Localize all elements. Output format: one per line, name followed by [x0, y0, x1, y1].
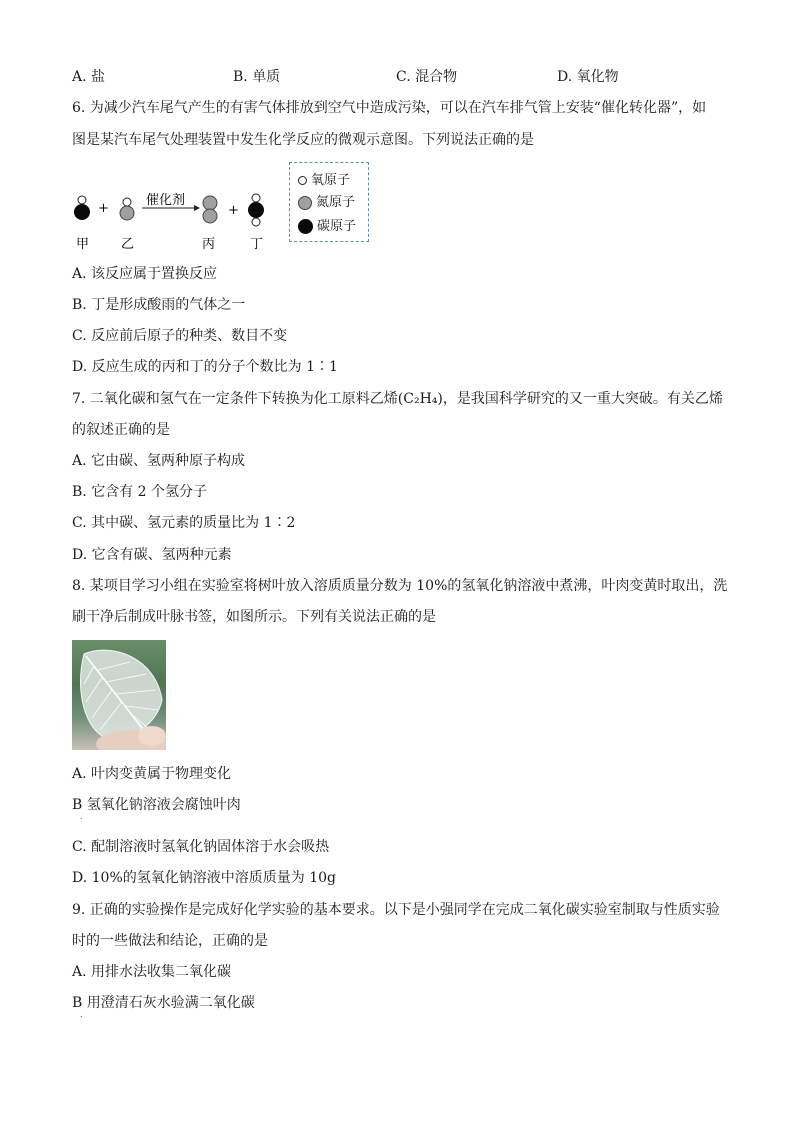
- q6-option-b: B. 丁是形成酸雨的气体之一: [72, 297, 246, 313]
- q6-stem-line2: 图是某汽车尾气处理装置中发生化学反应的微观示意图。下列说法正确的是: [72, 132, 534, 148]
- oxygen-atom: [252, 194, 260, 202]
- q5-option-d: D. 氧化物: [557, 69, 619, 85]
- oxygen-atom: [123, 198, 131, 206]
- nitrogen-atom: [203, 196, 217, 210]
- q7-option-a: A. 它由碳、氢两种原子构成: [72, 453, 246, 469]
- q5-option-a: A. 盐: [72, 69, 106, 85]
- q8-option-a: A. 叶肉变黄属于物理变化: [72, 766, 232, 782]
- q5-option-b: B. 单质: [233, 69, 281, 85]
- oxygen-atom: [252, 218, 260, 226]
- q6-option-d: D. 反应生成的丙和丁的分子个数比为 1∶1: [72, 359, 338, 375]
- legend-nitrogen: 氮原子: [298, 191, 355, 210]
- q6-stem-line1: 6. 为减少汽车尾气产生的有害气体排放到空气中造成污染，可以在汽车排气管上安装“催化转化器”，如: [72, 100, 707, 116]
- q7-option-d: D. 它含有碳、氢两种元素: [72, 547, 232, 563]
- q7-option-b: B. 它含有 2 个氢分子: [72, 484, 207, 500]
- molecule-bing: [203, 196, 217, 223]
- catalyst-label: 催化剂: [146, 193, 186, 208]
- leaf-vein-bookmark-photo: [72, 640, 166, 750]
- q6-option-a: A. 该反应属于置换反应: [72, 266, 218, 282]
- q7-stem-line1: 7. 二氧化碳和氢气在一定条件下转换为化工原料乙烯(C₂H₄)，是我国科学研究的又一重大突破。有关乙烯: [72, 391, 723, 407]
- q9-option-a: A. 用排水法收集二氧化碳: [72, 964, 232, 980]
- plus-sign-2: +: [228, 203, 239, 218]
- q7-stem-line2: 的叙述正确的是: [72, 422, 170, 438]
- q7-option-c: C. 其中碳、氢元素的质量比为 1∶2: [72, 515, 296, 531]
- q8-option-d: D. 10%的氢氧化钠溶液中溶质质量为 10g: [72, 870, 336, 886]
- nitrogen-atom: [203, 209, 217, 223]
- q9-stem-line1: 9. 正确的实验操作是完成好化学实验的基本要求。以下是小强同学在完成二氧化碳实验室制取与性质实验: [72, 902, 720, 918]
- molecule-yi: [120, 198, 134, 220]
- legend-carbon: 碳原子: [298, 215, 356, 234]
- leaf-skeleton-icon: [72, 640, 166, 750]
- arrow-head: [194, 205, 200, 211]
- plus-sign-1: +: [98, 201, 109, 216]
- carbon-dot-icon: [298, 219, 313, 234]
- dot-mark: .: [80, 1010, 83, 1019]
- molecule-jia: [74, 196, 90, 220]
- oxygen-dot-icon: [298, 176, 307, 185]
- q8-option-b: B 氢氧化钠溶液会腐蚀叶肉: [72, 797, 241, 813]
- legend-oxygen: 氧原子: [298, 169, 350, 188]
- q9-stem-line2: 时的一些做法和结论，正确的是: [72, 933, 268, 949]
- oxygen-atom: [78, 196, 86, 204]
- nitrogen-dot-icon: [298, 196, 312, 210]
- q5-options: [72, 66, 732, 86]
- molecule-ding: [248, 194, 264, 226]
- q8-option-c: C. 配制溶液时氢氧化钠固体溶于水会吸热: [72, 839, 330, 855]
- carbon-atom: [248, 202, 264, 218]
- label-bing: 丙: [202, 237, 216, 252]
- label-ding: 丁: [250, 237, 264, 252]
- nitrogen-atom: [120, 206, 134, 220]
- dot-mark: .: [80, 812, 83, 821]
- q6-option-c: C. 反应前后原子的种类、数目不变: [72, 328, 288, 344]
- label-jia: 甲: [76, 237, 90, 252]
- atom-legend: [289, 162, 369, 242]
- carbon-atom: [74, 204, 90, 220]
- q8-stem-line2: 刷干净后制成叶脉书签，如图所示。下列有关说法正确的是: [72, 609, 436, 625]
- q9-option-b: B 用澄清石灰水验满二氧化碳: [72, 995, 255, 1011]
- q5-option-c: C. 混合物: [396, 69, 458, 85]
- label-yi: 乙: [121, 237, 135, 252]
- q8-stem-line1: 8. 某项目学习小组在实验室将树叶放入溶质质量分数为 10%的氢氧化钠溶液中煮沸，叶肉变黄时取出，洗: [72, 578, 728, 594]
